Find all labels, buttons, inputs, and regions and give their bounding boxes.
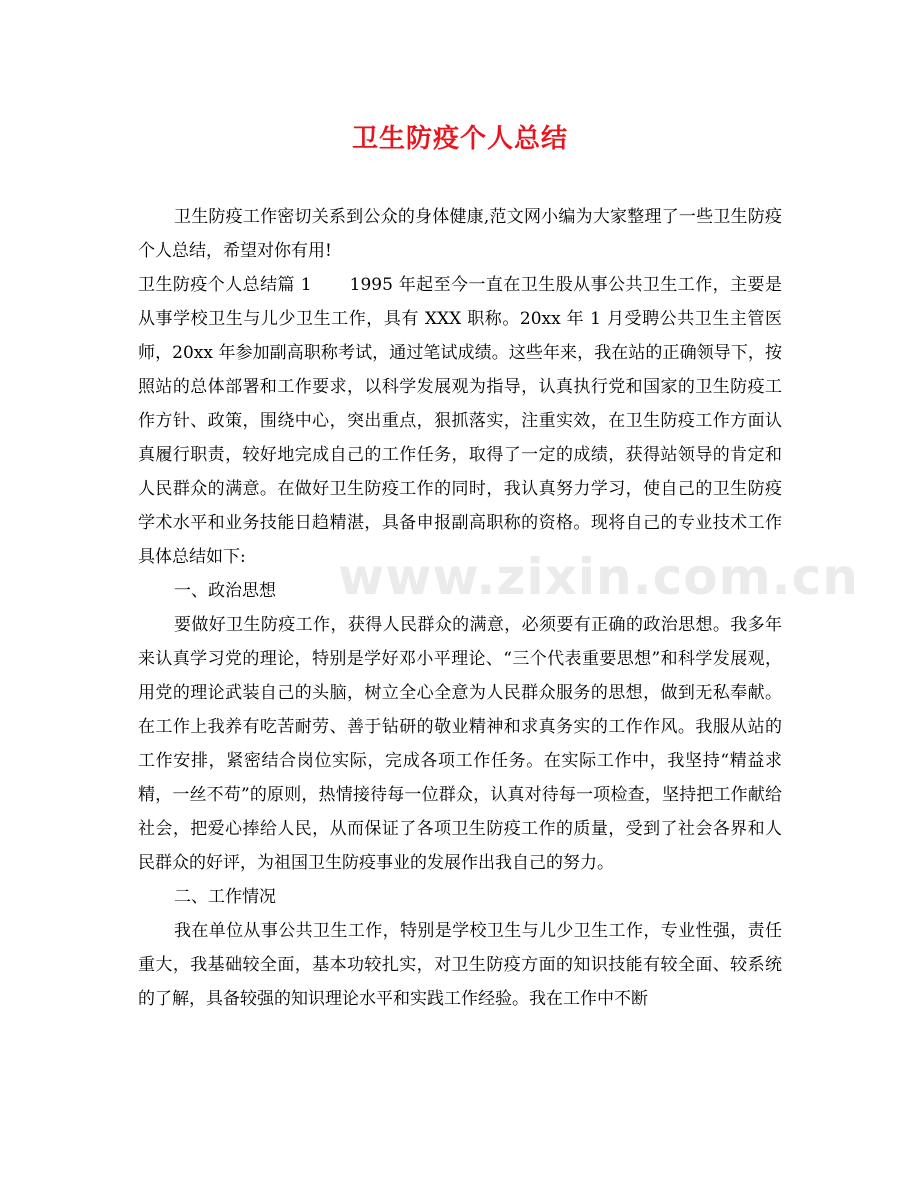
part-text: 1995 年起至今一直在卫生股从事公共卫生工作，主要是从事学校卫生与儿少卫生工作，具有 XXX 职称。20xx 年 1 月受聘公共卫生主管医师，20xx 年参加副高职称考试，通过笔试成绩。这些年来，我在站的正确领导下，按照站的总体部署和工作要求，以科学发展观为指导，认真执行党和国家的卫生防疫工作方针、政策，围绕中心，突出重点，狠抓落实，注重实效，在卫生防疫工作方面认真履行职责，较好地完成自己的工作任务，取得了一定的成绩，获得站领导的肯定和人民群众的满意。在做好卫生防疫工作的同时，我认真努力学习，使自己的卫生防疫学术水平和业务技能日趋精湛，具备申报副高职称的资格。现将自己的专业技术工作具体总结如下: [138,275,782,567]
section2-paragraph: 我在单位从事公共卫生工作，特别是学校卫生与儿少卫生工作，专业性强，责任重大，我基础较全面，基本功较扎实，对卫生防疫方面的知识技能有较全面、较系统的了解，具备较强的知识理论水平和实践工作经验。我在工作中不断 [138,921,782,1009]
document-body [138,200,782,1016]
section2-heading: 二、工作情况 [174,887,276,907]
document-title: 卫生防疫个人总结 [351,124,568,154]
watermark: www.zixin.com.cn [338,548,859,606]
part-label: 卫生防疫个人总结篇 1 [138,275,312,295]
section1-heading: 一、政治思想 [174,581,276,601]
intro-paragraph: 卫生防疫工作密切关系到公众的身体健康,范文网小编为大家整理了一些卫生防疫个人总结，希望对你有用! [138,207,782,261]
section1-paragraph: 要做好卫生防疫工作，获得人民群众的满意，必须要有正确的政治思想。我多年来认真学习党的理论，特别是学好邓小平理论、“三个代表重要思想”和科学发展观，用党的理论武装自己的头脑，树立全心全意为人民群众服务的思想，做到无私奉献。在工作上我养有吃苦耐劳、善于钻研的敬业精神和求真务实的工作作风。我服从站的工作安排，紧密结合岗位实际，完成各项工作任务。在实际工作中，我坚持“精益求精，一丝不苟”的原则，热情接待每一位群众，认真对待每一项检查，坚持把工作献给社会，把爱心捧给人民，从而保证了各项卫生防疫工作的质量，受到了社会各界和人民群众的好评，为祖国卫生防疫事业的发展作出我自己的努力。 [138,615,782,873]
part-paragraph [138,268,782,574]
